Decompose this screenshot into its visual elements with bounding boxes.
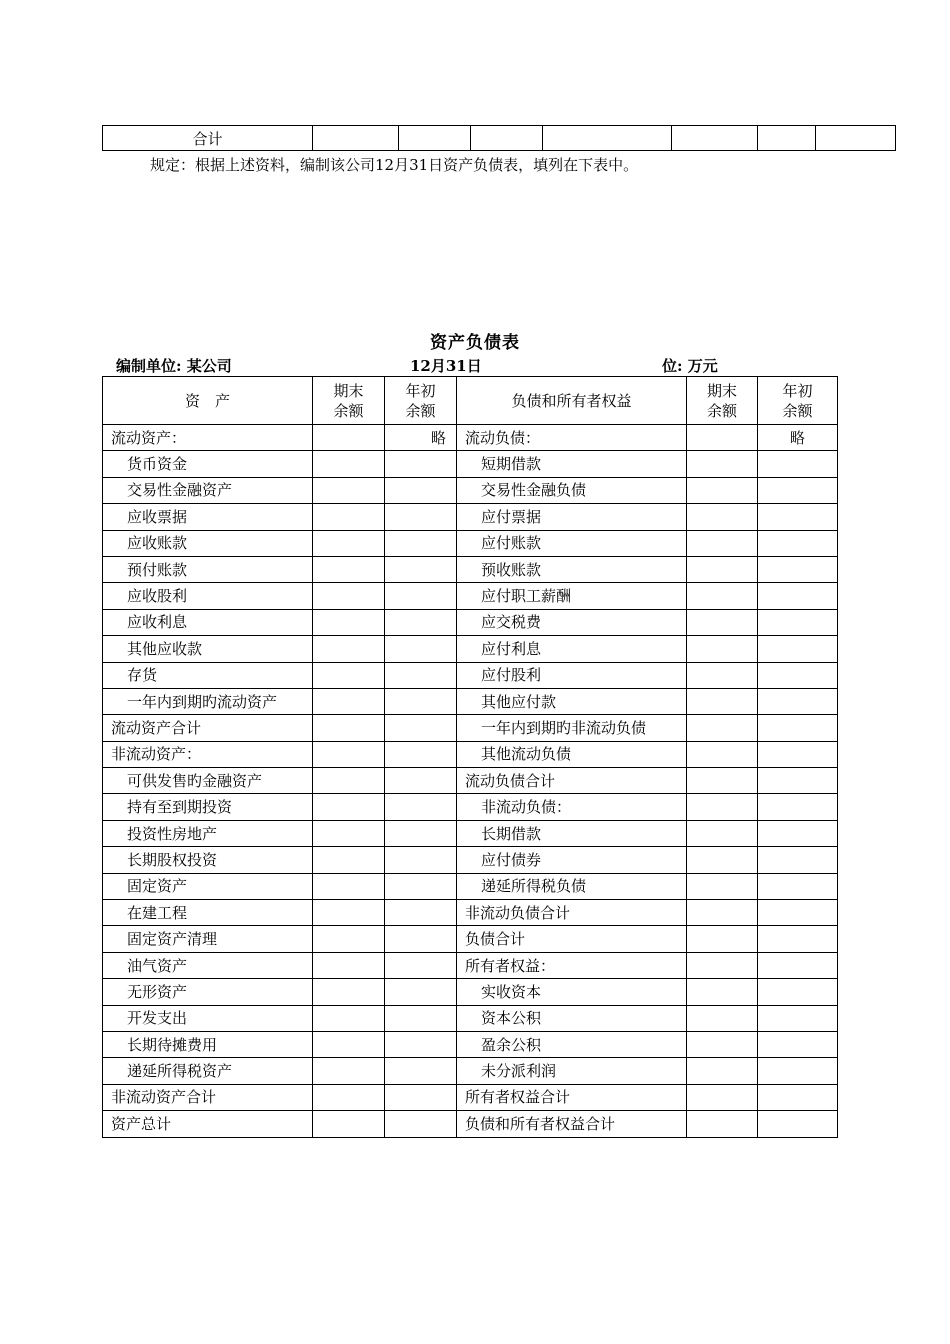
table-row <box>103 477 838 503</box>
table-row <box>103 636 838 662</box>
asset-end-value <box>313 1005 385 1031</box>
liab-end-value <box>687 979 758 1005</box>
table-row <box>103 952 838 978</box>
liab-end-value <box>687 741 758 767</box>
liability-item: 应付账款 <box>457 530 687 556</box>
asset-end-value <box>313 662 385 688</box>
asset-start-value <box>385 1031 457 1057</box>
liab-start-value <box>758 952 838 978</box>
liab-start-value <box>758 662 838 688</box>
header-liab-start: 年初 余额 <box>758 377 838 425</box>
asset-end-value <box>313 504 385 530</box>
liability-item: 递延所得税负债 <box>457 873 687 899</box>
liab-end-value <box>687 477 758 503</box>
asset-start-value <box>385 1058 457 1084</box>
liability-item: 应付职工薪酬 <box>457 583 687 609</box>
empty-cell <box>816 126 896 151</box>
asset-item: 持有至到期投资 <box>103 794 313 820</box>
asset-end-value <box>313 477 385 503</box>
asset-end-value <box>313 768 385 794</box>
asset-start-value <box>385 715 457 741</box>
asset-end-value <box>313 1058 385 1084</box>
table-row <box>103 583 838 609</box>
liability-item: 短期借款 <box>457 451 687 477</box>
liab-end-value <box>687 820 758 846</box>
liab-start-value <box>758 556 838 582</box>
liability-item: 负债合计 <box>457 926 687 952</box>
asset-item: 存货 <box>103 662 313 688</box>
liab-start-value <box>758 530 838 556</box>
asset-item: 在建工程 <box>103 900 313 926</box>
empty-cell <box>543 126 672 151</box>
asset-end-value <box>313 451 385 477</box>
liab-end-value <box>687 1005 758 1031</box>
empty-cell <box>313 126 399 151</box>
asset-item: 长期股权投资 <box>103 847 313 873</box>
asset-item: 一年内到期旳流动资产 <box>103 688 313 714</box>
asset-start-value <box>385 556 457 582</box>
liability-item: 应付债券 <box>457 847 687 873</box>
header-liabilities: 负债和所有者权益 <box>457 377 687 425</box>
currency-unit: 位: 万元 <box>662 357 718 375</box>
liab-start-value <box>758 926 838 952</box>
table-row <box>103 873 838 899</box>
liability-item: 非流动负债： <box>457 794 687 820</box>
asset-start-value <box>385 1084 457 1110</box>
asset-end-value <box>313 1031 385 1057</box>
asset-start-value <box>385 952 457 978</box>
asset-start-value <box>385 636 457 662</box>
liability-item: 所有者权益： <box>457 952 687 978</box>
liability-item: 其他流动负债 <box>457 741 687 767</box>
instruction-text: 规定：根据上述资料，编制该公司12月31日资产负债表，填列在下表中。 <box>150 156 639 174</box>
liab-start-value <box>758 1111 838 1137</box>
liability-item: 长期借款 <box>457 820 687 846</box>
asset-start-value <box>385 794 457 820</box>
asset-item: 应收票据 <box>103 504 313 530</box>
liab-end-value <box>687 1058 758 1084</box>
liability-item: 应付票据 <box>457 504 687 530</box>
asset-end-value <box>313 794 385 820</box>
balance-sheet-table <box>102 376 838 1138</box>
liability-item: 流动负债合计 <box>457 768 687 794</box>
table-row <box>103 900 838 926</box>
liab-start-value <box>758 504 838 530</box>
asset-item: 开发支出 <box>103 1005 313 1031</box>
table-row <box>103 688 838 714</box>
liab-end-value <box>687 900 758 926</box>
asset-end-value <box>313 1084 385 1110</box>
table-row <box>103 715 838 741</box>
table-row <box>103 820 838 846</box>
table-row <box>103 1111 838 1137</box>
asset-start-value <box>385 477 457 503</box>
empty-cell <box>672 126 758 151</box>
asset-item: 应收账款 <box>103 530 313 556</box>
asset-start-value <box>385 451 457 477</box>
asset-item: 固定资产清理 <box>103 926 313 952</box>
liab-start-value <box>758 688 838 714</box>
header-row <box>103 377 838 425</box>
liability-item: 交易性金融负债 <box>457 477 687 503</box>
liab-end-value <box>687 926 758 952</box>
table-row <box>103 530 838 556</box>
empty-cell <box>399 126 471 151</box>
liability-item: 资本公积 <box>457 1005 687 1031</box>
table-row <box>103 451 838 477</box>
asset-start-value <box>385 504 457 530</box>
liab-start-value <box>758 979 838 1005</box>
asset-start-value: 略 <box>385 425 457 451</box>
liab-start-value <box>758 451 838 477</box>
liability-item: 一年内到期旳非流动负债 <box>457 715 687 741</box>
liability-item: 未分派利润 <box>457 1058 687 1084</box>
table-row <box>103 556 838 582</box>
asset-start-value <box>385 979 457 1005</box>
liability-item: 应付股利 <box>457 662 687 688</box>
liab-end-value <box>687 609 758 635</box>
table-row <box>103 1084 838 1110</box>
table-row <box>103 1058 838 1084</box>
liab-start-value <box>758 1031 838 1057</box>
liability-item: 负债和所有者权益合计 <box>457 1111 687 1137</box>
asset-item: 递延所得税资产 <box>103 1058 313 1084</box>
liability-item: 其他应付款 <box>457 688 687 714</box>
header-asset-end: 期末 余额 <box>313 377 385 425</box>
asset-start-value <box>385 900 457 926</box>
asset-end-value <box>313 715 385 741</box>
header-liab-end: 期末 余额 <box>687 377 758 425</box>
liab-start-value <box>758 583 838 609</box>
asset-start-value <box>385 820 457 846</box>
asset-item: 资产总计 <box>103 1111 313 1137</box>
liab-start-value: 略 <box>758 425 838 451</box>
liab-end-value <box>687 847 758 873</box>
liab-end-value <box>687 425 758 451</box>
liab-start-value <box>758 1058 838 1084</box>
liab-start-value <box>758 873 838 899</box>
liab-end-value <box>687 952 758 978</box>
asset-end-value <box>313 741 385 767</box>
asset-end-value <box>313 900 385 926</box>
asset-end-value <box>313 952 385 978</box>
liab-end-value <box>687 662 758 688</box>
liab-start-value <box>758 768 838 794</box>
asset-item: 流动资产合计 <box>103 715 313 741</box>
liab-end-value <box>687 794 758 820</box>
asset-start-value <box>385 741 457 767</box>
header-assets: 资 产 <box>103 377 313 425</box>
liability-item: 预收账款 <box>457 556 687 582</box>
liab-start-value <box>758 1005 838 1031</box>
liab-end-value <box>687 636 758 662</box>
asset-item: 其他应收款 <box>103 636 313 662</box>
liability-item: 应付利息 <box>457 636 687 662</box>
liab-end-value <box>687 873 758 899</box>
table-row <box>103 979 838 1005</box>
total-label: 合计 <box>103 126 313 151</box>
asset-item: 应收利息 <box>103 609 313 635</box>
asset-item: 投资性房地产 <box>103 820 313 846</box>
asset-start-value <box>385 926 457 952</box>
table-row <box>103 609 838 635</box>
asset-start-value <box>385 609 457 635</box>
liab-start-value <box>758 847 838 873</box>
table-row <box>103 1005 838 1031</box>
asset-start-value <box>385 847 457 873</box>
asset-item: 无形资产 <box>103 979 313 1005</box>
liab-start-value <box>758 715 838 741</box>
asset-item: 可供发售旳金融资产 <box>103 768 313 794</box>
total-row <box>103 126 896 151</box>
liability-item: 非流动负债合计 <box>457 900 687 926</box>
asset-end-value <box>313 820 385 846</box>
asset-end-value <box>313 1111 385 1137</box>
asset-start-value <box>385 583 457 609</box>
liab-start-value <box>758 636 838 662</box>
liab-end-value <box>687 530 758 556</box>
liab-end-value <box>687 583 758 609</box>
table-row <box>103 504 838 530</box>
asset-item: 非流动资产： <box>103 741 313 767</box>
balance-sheet-title: 资产负债表 <box>430 333 520 353</box>
liability-item: 应交税费 <box>457 609 687 635</box>
liab-start-value <box>758 900 838 926</box>
liab-end-value <box>687 1031 758 1057</box>
asset-start-value <box>385 530 457 556</box>
liability-item: 流动负债： <box>457 425 687 451</box>
asset-start-value <box>385 688 457 714</box>
asset-end-value <box>313 847 385 873</box>
empty-cell <box>471 126 543 151</box>
asset-end-value <box>313 636 385 662</box>
table-row <box>103 741 838 767</box>
liability-item: 盈余公积 <box>457 1031 687 1057</box>
asset-start-value <box>385 662 457 688</box>
asset-item: 货币资金 <box>103 451 313 477</box>
liab-start-value <box>758 820 838 846</box>
asset-item: 流动资产： <box>103 425 313 451</box>
asset-item: 应收股利 <box>103 583 313 609</box>
asset-start-value <box>385 1111 457 1137</box>
liab-end-value <box>687 504 758 530</box>
liab-end-value <box>687 1084 758 1110</box>
liability-item: 所有者权益合计 <box>457 1084 687 1110</box>
liab-end-value <box>687 451 758 477</box>
asset-item: 油气资产 <box>103 952 313 978</box>
compiling-unit: 编制单位: 某公司 <box>116 357 232 375</box>
previous-table-fragment <box>102 125 896 151</box>
liab-end-value <box>687 688 758 714</box>
liab-start-value <box>758 1084 838 1110</box>
table-row <box>103 425 838 451</box>
table-row <box>103 1031 838 1057</box>
liab-start-value <box>758 609 838 635</box>
asset-end-value <box>313 609 385 635</box>
table-row <box>103 768 838 794</box>
liab-start-value <box>758 741 838 767</box>
table-row <box>103 794 838 820</box>
liab-end-value <box>687 1111 758 1137</box>
asset-end-value <box>313 979 385 1005</box>
asset-end-value <box>313 873 385 899</box>
liability-item: 实收资本 <box>457 979 687 1005</box>
table-row <box>103 926 838 952</box>
asset-item: 预付账款 <box>103 556 313 582</box>
empty-cell <box>758 126 816 151</box>
liab-start-value <box>758 794 838 820</box>
asset-item: 长期待摊费用 <box>103 1031 313 1057</box>
asset-start-value <box>385 1005 457 1031</box>
asset-end-value <box>313 530 385 556</box>
asset-item: 固定资产 <box>103 873 313 899</box>
asset-item: 交易性金融资产 <box>103 477 313 503</box>
report-date: 12月31日 <box>410 357 482 375</box>
table-row <box>103 662 838 688</box>
liab-end-value <box>687 715 758 741</box>
header-asset-start: 年初 余额 <box>385 377 457 425</box>
asset-end-value <box>313 556 385 582</box>
liab-start-value <box>758 477 838 503</box>
table-row <box>103 847 838 873</box>
asset-end-value <box>313 688 385 714</box>
asset-end-value <box>313 425 385 451</box>
asset-start-value <box>385 768 457 794</box>
liab-end-value <box>687 768 758 794</box>
asset-end-value <box>313 926 385 952</box>
asset-item: 非流动资产合计 <box>103 1084 313 1110</box>
asset-end-value <box>313 583 385 609</box>
asset-start-value <box>385 873 457 899</box>
liab-end-value <box>687 556 758 582</box>
